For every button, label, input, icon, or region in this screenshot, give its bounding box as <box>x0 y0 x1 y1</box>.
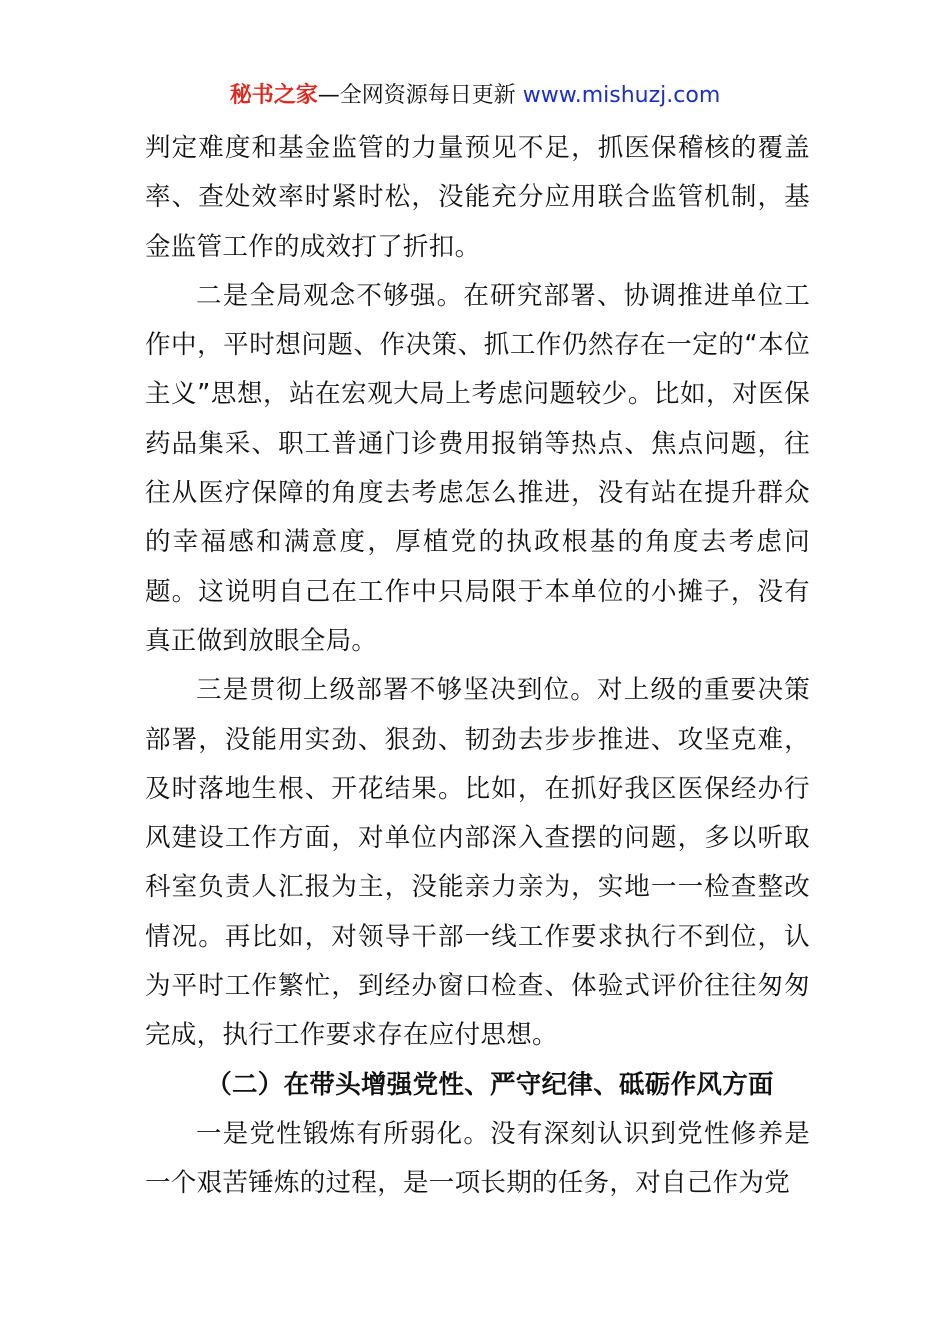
document-body <box>145 124 810 1209</box>
paragraph-continued: 判定难度和基金监管的力量预见不足，抓医保稽核的覆盖率、查处效率时紧时松，没能充分应用联合监管机制，基金监管工作的成效打了折扣。 <box>145 133 810 262</box>
site-url-link[interactable]: www.mishuzj.com <box>522 83 721 108</box>
site-name: 秘书之家 <box>229 83 318 108</box>
paragraph-party-spirit: 一是党性锻炼有所弱化。没有深刻认识到党性修养是一个艰苦锤炼的过程，是一项长期的任务，对自己作为党 <box>145 1118 810 1199</box>
site-header <box>0 78 950 114</box>
paragraph-global-view: 二是全局观念不够强。在研究部署、协调推进单位工作中，平时想问题、作决策、抓工作仍然存在一定的“本位主义”思想，站在宏观大局上考虑问题较少。比如，对医保药品集采、职工普通门诊费用报销等热点、焦点问题，往往从医疗保障的角度去考虑怎么推进，没有站在提升群众的幸福感和满意度，厚植党的执政根基的角度去考虑问题。这说明自己在工作中只局限于本单位的小摊子，没有真正做到放眼全局。 <box>145 280 810 656</box>
paragraph-implementation: 三是贯彻上级部署不够坚决到位。对上级的重要决策部署，没能用实劲、狠劲、韧劲去步步推进、攻坚克难，及时落地生根、开花结果。比如，在抓好我区医保经办行风建设工作方面，对单位内部深入查摆的问题，多以听取科室负责人汇报为主，没能亲力亲为，实地一一检查整改情况。再比如，对领导干部一线工作要求执行不到位，认为平时工作繁忙，到经办窗口检查、体验式评价往往匆匆完成，执行工作要求存在应付思想。 <box>145 675 810 1051</box>
site-tagline: —全网资源每日更新 <box>317 83 523 108</box>
section-heading: （二）在带头增强党性、严守纪律、砥砺作风方面 <box>206 1069 774 1100</box>
